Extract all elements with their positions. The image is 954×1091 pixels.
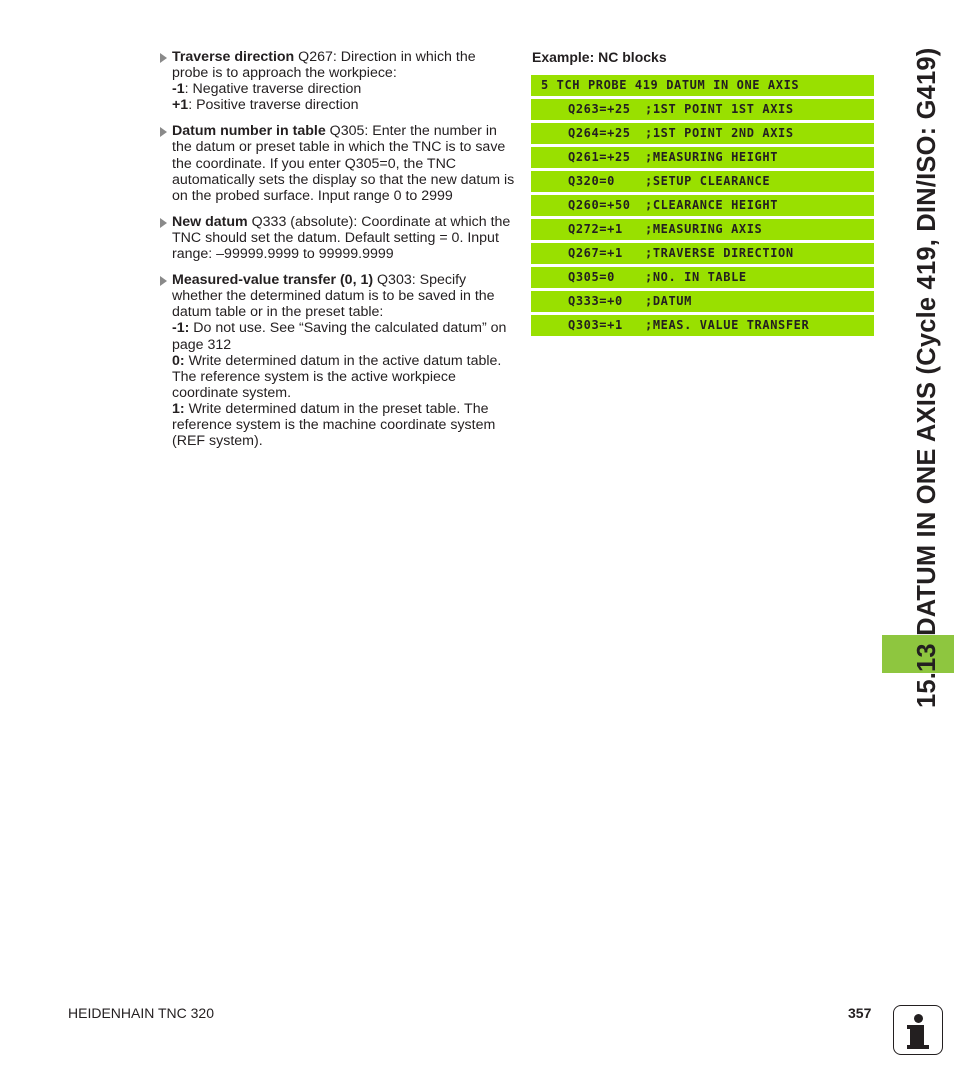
nc-code: Q333=+0 (568, 294, 623, 308)
nc-comment: ;1ST POINT 1ST AXIS (645, 102, 794, 116)
nc-comment: ;SETUP CLEARANCE (645, 174, 771, 188)
parameter-traverse-direction (159, 49, 515, 113)
page-number: 357 (848, 1005, 872, 1021)
nc-code: Q320=0 (568, 174, 615, 188)
option-description: : Positive traverse direction (188, 97, 359, 114)
bullet-arrow-icon (160, 218, 167, 228)
nc-code: Q260=+50 (568, 198, 631, 212)
nc-code: Q303=+1 (568, 318, 623, 332)
nc-block (531, 267, 874, 288)
param-description: Q305: Enter the number in the datum or preset table in which the TNC is to save the coordinate. If you enter Q305=0, the TNC automatically sets the display so that the new datum is on the probed surface. Input range 0 to 2999 (172, 123, 515, 204)
nc-block (531, 171, 874, 192)
param-name: Traverse direction (172, 49, 295, 65)
nc-example (531, 48, 874, 339)
nc-code: Q267=+1 (568, 246, 623, 260)
nc-block (531, 195, 874, 216)
option-value: +1 (172, 97, 189, 114)
parameter-new-datum (159, 214, 515, 262)
parameter-list (159, 49, 515, 459)
nc-block (531, 291, 874, 312)
nc-code: Q261=+25 (568, 150, 631, 164)
nc-comment: ;NO. IN TABLE (645, 270, 747, 284)
bullet-arrow-icon (160, 127, 167, 137)
nc-code: Q263=+25 (568, 102, 631, 116)
nc-comment: ;MEAS. VALUE TRANSFER (645, 318, 810, 332)
param-name: Datum number in table (172, 123, 326, 140)
nc-code: Q264=+25 (568, 126, 631, 140)
param-description: Q333 (absolute): Coordinate at which the TNC should set the datum. Default setting = 0. Input range: –99999.9999 to 99999.9999 (172, 213, 511, 263)
param-description: Q267: Direction in which the probe is to approach the workpiece: (172, 49, 476, 82)
nc-code: Q305=0 (568, 270, 615, 284)
bullet-arrow-icon (160, 53, 167, 63)
nc-comment: ;TRAVERSE DIRECTION (645, 246, 794, 260)
nc-comment: ;CLEARANCE HEIGHT (645, 198, 779, 212)
option-description: Do not use. See “Saving the calculated datum” on page 312 (172, 320, 507, 353)
info-icon (893, 1005, 943, 1055)
param-description: Q303: Specify whether the determined datum is to be saved in the datum table or in the preset table: (172, 272, 495, 321)
option-value: -1: (172, 320, 190, 337)
option-description: Write determined datum in the active datum table. The reference system is the active workpiece coordinate system. (172, 352, 502, 401)
option-value: -1 (172, 81, 185, 98)
nc-code: 5 TCH PROBE 419 DATUM IN ONE AXIS (541, 78, 800, 92)
option-value: 1: (172, 400, 185, 417)
nc-block (531, 99, 874, 120)
option-value: 0: (172, 352, 185, 369)
nc-block (531, 243, 874, 264)
nc-block (531, 219, 874, 240)
nc-comment: ;DATUM (645, 294, 692, 308)
param-name: New datum (172, 213, 248, 230)
nc-block (531, 147, 874, 168)
nc-block-header (531, 75, 874, 96)
nc-comment: ;MEASURING HEIGHT (645, 150, 779, 164)
example-title: Example: NC blocks (532, 49, 667, 65)
section-title-vertical: 15.13 DATUM IN ONE AXIS (Cycle 419, DIN/ISO: G419) (913, 47, 941, 708)
parameter-datum-number (159, 123, 515, 203)
footer-product: HEIDENHAIN TNC 320 (68, 1005, 215, 1021)
option-description: : Negative traverse direction (184, 81, 362, 98)
nc-code: Q272=+1 (568, 222, 623, 236)
nc-comment: ;MEASURING AXIS (645, 222, 763, 236)
nc-block (531, 315, 874, 336)
bullet-arrow-icon (160, 276, 167, 286)
parameter-measured-value-transfer (159, 272, 515, 449)
option-description: Write determined datum in the preset table. The reference system is the machine coordinate system (REF system). (172, 400, 496, 450)
nc-comment: ;1ST POINT 2ND AXIS (645, 126, 794, 140)
nc-block (531, 123, 874, 144)
param-name: Measured-value transfer (0, 1) (172, 272, 374, 289)
